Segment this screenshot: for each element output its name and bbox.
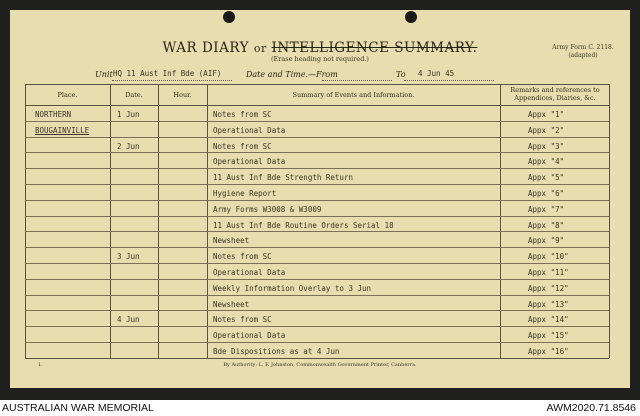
row-divider <box>25 231 609 232</box>
row-1-remarks: Appx "1" <box>528 110 565 119</box>
row-14-remarks: Appx "14" <box>528 315 569 325</box>
table-top-border <box>25 84 609 85</box>
row-7-summary: Army Forms W3008 & W3009 <box>213 204 322 214</box>
header-date: Date. <box>125 91 143 99</box>
diary-title <box>0 40 640 56</box>
row-13-summary: Newsheet <box>213 299 250 309</box>
army-form-label <box>548 44 618 60</box>
row-10-remarks: Appx "10" <box>528 252 569 262</box>
row-8-remarks: Appx "8" <box>528 220 565 230</box>
row-3-summary: Notes from SC <box>213 141 272 151</box>
row-4-summary: Operational Data <box>213 157 286 167</box>
row-divider <box>25 184 609 185</box>
to-underline <box>404 80 494 81</box>
row-1-date: 1 Jun <box>117 110 140 119</box>
row-divider <box>25 216 609 217</box>
footer-authority: By Authority: L. F. Johnston, Commonwealth Government Printer, Canberra. <box>223 362 417 368</box>
header-hour: Hour. <box>173 91 192 99</box>
table-right-border <box>609 84 610 358</box>
caption-institution: AUSTRALIAN WAR MEMORIAL <box>2 402 154 414</box>
row-12-remarks: Appx "12" <box>528 283 569 293</box>
row-divider <box>25 137 609 138</box>
date-time-label: Date and Time.—From <box>246 70 338 79</box>
army-form-number: Army Form C. 2118. <box>552 44 614 51</box>
table-bottom-border <box>25 358 609 359</box>
row-5-summary: 11 Aust Inf Bde Strength Return <box>213 173 353 183</box>
from-underline <box>322 80 392 81</box>
unit-label: Unit <box>95 70 113 79</box>
table-left-border <box>25 84 26 358</box>
row-divider <box>25 279 609 280</box>
table-header-border <box>25 105 609 106</box>
row-3-remarks: Appx "3" <box>528 141 565 151</box>
row-9-summary: Newsheet <box>213 236 250 246</box>
punch-hole-left <box>223 11 235 23</box>
row-13-remarks: Appx "13" <box>528 299 569 309</box>
row-10-date: 3 Jun <box>117 252 140 262</box>
row-9-remarks: Appx "9" <box>528 236 565 246</box>
row-12-summary: Weekly Information Overlay to 3 Jun <box>213 283 372 293</box>
caption-accession-number: AWM2020.71.8546 <box>546 402 636 414</box>
row-divider <box>25 310 609 311</box>
row-divider <box>25 326 609 327</box>
unit-underline <box>112 80 232 81</box>
column-divider-date <box>110 84 111 358</box>
title-or: or <box>253 42 267 55</box>
title-intelligence-summary: INTELLIGENCE SUMMARY. <box>271 40 478 56</box>
row-16-summary: Bde Dispositions as at 4 Jun <box>213 347 340 356</box>
row-divider <box>25 247 609 248</box>
row-16-remarks: Appx "16" <box>528 347 569 356</box>
row-2-summary: Operational Data <box>213 125 286 135</box>
row-divider <box>25 263 609 264</box>
to-value: 4 Jun 45 <box>418 69 455 78</box>
column-divider-remarks <box>500 84 501 358</box>
header-place: Place. <box>57 91 78 99</box>
row-10-summary: Notes from SC <box>213 252 272 262</box>
row-divider <box>25 295 609 296</box>
title-war-diary: WAR DIARY <box>162 40 250 56</box>
row-15-summary: Operational Data <box>213 331 286 341</box>
row-6-remarks: Appx "6" <box>528 189 565 198</box>
row-1-place: NORTHERN <box>35 110 72 119</box>
row-6-summary: Hygiene Report <box>213 189 277 198</box>
row-divider <box>25 342 609 343</box>
unit-value: HQ 11 Aust Inf Bde (AIF) <box>113 69 222 78</box>
row-divider <box>25 121 609 122</box>
row-divider <box>25 200 609 201</box>
row-1-summary: Notes from SC <box>213 110 272 119</box>
column-divider-summary <box>207 84 208 358</box>
erase-note: (Erase heading not required.) <box>271 55 369 63</box>
row-11-summary: Operational Data <box>213 268 286 277</box>
row-11-remarks: Appx "11" <box>528 268 569 277</box>
row-15-remarks: Appx "15" <box>528 331 569 341</box>
header-summary: Summary of Events and Information. <box>292 91 415 99</box>
punch-hole-right <box>405 11 417 23</box>
row-8-summary: 11 Aust Inf Bde Routine Orders Serial 18 <box>213 220 394 230</box>
army-form-adapted: (adapted) <box>568 52 598 59</box>
footer-page-number: 1. <box>38 362 43 368</box>
row-2-place: BOUGAINVILLE <box>35 125 90 135</box>
row-3-date: 2 Jun <box>117 141 140 151</box>
row-5-remarks: Appx "5" <box>528 173 565 183</box>
row-7-remarks: Appx "7" <box>528 204 565 214</box>
row-divider <box>25 152 609 153</box>
row-4-remarks: Appx "4" <box>528 157 565 167</box>
row-2-remarks: Appx "2" <box>528 125 565 135</box>
row-divider <box>25 168 609 169</box>
header-remarks: Remarks and references to Appendices, Diaries, &c. <box>510 86 600 102</box>
column-divider-hour <box>158 84 159 358</box>
to-label: To <box>396 70 406 79</box>
row-14-date: 4 Jun <box>117 315 140 325</box>
row-14-summary: Notes from SC <box>213 315 272 325</box>
